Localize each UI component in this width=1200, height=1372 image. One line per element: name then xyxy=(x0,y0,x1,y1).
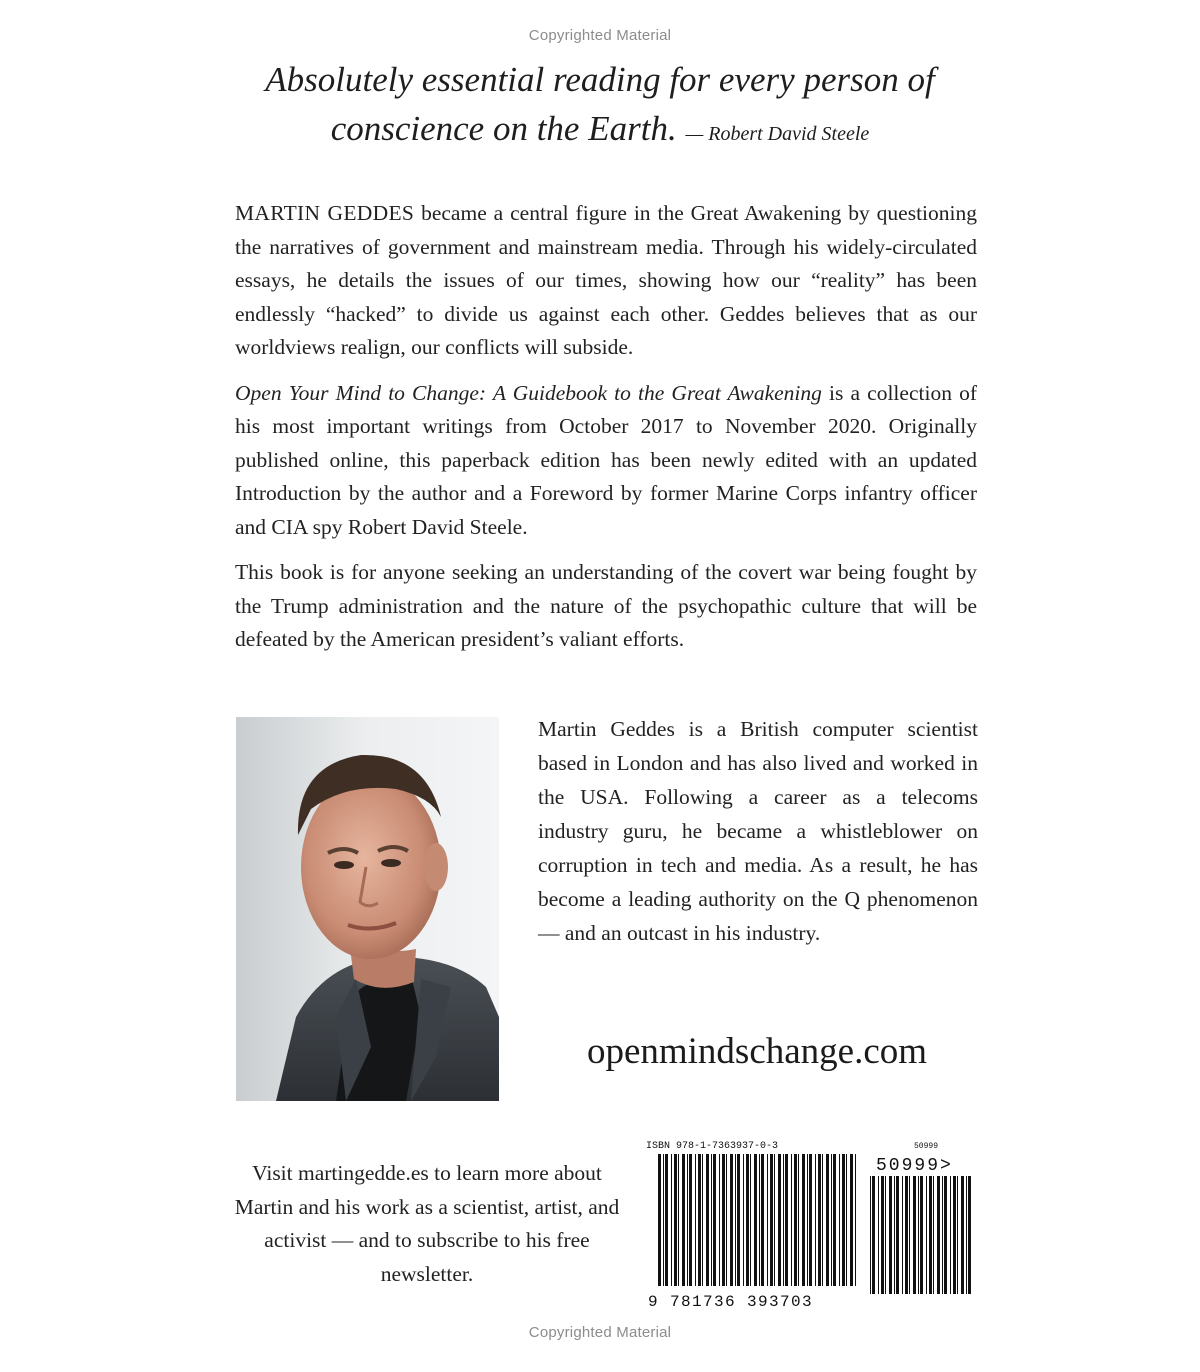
main-barcode-bars xyxy=(658,1154,856,1286)
author-name: MARTIN GEDDES xyxy=(235,201,415,225)
barcode-bar xyxy=(713,1154,716,1286)
visit-website-text: Visit martingedde.es to learn more about Martin and his work as a scientist, artist, and activist — and to subscribe to his free newsletter. xyxy=(234,1161,620,1286)
barcode-bar xyxy=(809,1154,812,1286)
barcode-bar xyxy=(826,1154,829,1286)
website-url: openmindschange.com xyxy=(586,1031,928,1072)
barcode-bar xyxy=(894,1176,895,1294)
book-title: Open Your Mind to Change: A Guidebook to the Great Awakening xyxy=(235,380,822,405)
barcode-bar xyxy=(665,1154,668,1286)
barcode-bar xyxy=(937,1176,940,1294)
quote-text: Absolutely essential reading for every person of conscience on the Earth. xyxy=(265,60,935,148)
barcode-bar xyxy=(722,1154,725,1286)
author-bio: Martin Geddes is a British computer scientist based in London and has also lived and worked in the USA. Following a career as a telecoms industry guru, he became a whistleblower on corruption in tech and media. As a result, he has become a leading authority on the Q phenomenon — and an outcast in his industry. xyxy=(538,717,978,945)
barcode-bar xyxy=(872,1176,875,1294)
barcode-bar xyxy=(896,1176,899,1294)
barcode-bar xyxy=(953,1176,956,1294)
barcode-bar xyxy=(842,1154,845,1286)
barcode-bar xyxy=(706,1154,709,1286)
barcode-bar xyxy=(966,1176,967,1294)
barcode-bar xyxy=(885,1176,886,1294)
description-paragraph-2 xyxy=(235,377,977,545)
barcode-bar xyxy=(759,1154,760,1286)
barcode-bar xyxy=(815,1154,816,1286)
book-description xyxy=(235,197,977,669)
barcode-bar xyxy=(737,1154,740,1286)
barcode-bar xyxy=(807,1154,808,1286)
barcode-bar xyxy=(783,1154,784,1286)
barcode-bar xyxy=(711,1154,712,1286)
barcode-bar xyxy=(702,1154,703,1286)
barcode-bar xyxy=(870,1176,871,1294)
barcode-bar xyxy=(855,1154,856,1286)
price-label: 50999 xyxy=(914,1142,939,1151)
barcode-bar xyxy=(761,1154,764,1286)
barcode-bar xyxy=(942,1176,943,1294)
barcode-bar xyxy=(881,1176,884,1294)
barcode-bar xyxy=(774,1154,775,1286)
description-p1-text: became a central figure in the Great Awakening by questioning the narratives of government and mainstream media. Through his widely-circulated essays, he details the issues of our times, showing how our “reality” has been endlessly “hacked” to divide us against each other. Geddes believes that as our worldviews realign, our conflicts will subside. xyxy=(235,201,977,359)
barcode-bar xyxy=(663,1154,664,1286)
barcode-bar xyxy=(682,1154,685,1286)
quote-attribution: — Robert David Steele xyxy=(685,123,870,145)
copyright-watermark-top: Copyrighted Material xyxy=(528,27,672,44)
barcode-bar xyxy=(950,1176,951,1294)
barcode-bar xyxy=(719,1154,720,1286)
barcode-bar xyxy=(687,1154,688,1286)
barcode-bar xyxy=(929,1176,932,1294)
barcode-bar xyxy=(889,1176,892,1294)
barcode-bar xyxy=(850,1154,853,1286)
barcode-bar xyxy=(839,1154,840,1286)
barcode-bar xyxy=(754,1154,757,1286)
barcode-bar xyxy=(750,1154,751,1286)
barcode-bar xyxy=(689,1154,692,1286)
barcode-bar xyxy=(913,1176,916,1294)
barcode-bar xyxy=(944,1176,947,1294)
barcode-bar xyxy=(794,1154,797,1286)
barcode-bar xyxy=(905,1176,908,1294)
description-p2-text: is a collection of his most important writings from October 2017 to November 2020. Originally published online, this paperback edition has been newly edited with an updated Introduction by the author and a Foreword by former Marine Corps infantry officer and CIA spy Robert David Steele. xyxy=(235,380,977,539)
barcode-bar xyxy=(822,1154,823,1286)
barcode-bar xyxy=(778,1154,781,1286)
barcode-bar xyxy=(918,1176,919,1294)
barcode-bar xyxy=(846,1154,847,1286)
barcode-bar xyxy=(674,1154,677,1286)
barcode-bar xyxy=(920,1176,923,1294)
barcode-bar xyxy=(735,1154,736,1286)
barcode-bar xyxy=(698,1154,701,1286)
isbn-barcode xyxy=(644,1134,978,1314)
barcode-graphic xyxy=(644,1134,978,1314)
barcode-bar xyxy=(785,1154,788,1286)
isbn-label: ISBN 978-1-7363937-0-3 xyxy=(646,1141,779,1152)
barcode-bar xyxy=(726,1154,727,1286)
author-portrait-image xyxy=(236,717,499,1101)
barcode-number: 9 781736 393703 xyxy=(648,1293,814,1311)
barcode-bar xyxy=(770,1154,773,1286)
barcode-bar xyxy=(730,1154,733,1286)
barcode-bar xyxy=(695,1154,696,1286)
barcode-bar xyxy=(818,1154,821,1286)
author-photo xyxy=(236,717,499,1101)
barcode-bar xyxy=(767,1154,768,1286)
barcode-bar xyxy=(798,1154,799,1286)
description-paragraph-3: This book is for anyone seeking an understanding of the covert war being fought by the Trump administration and the nature of the psychopathic culture that will be defeated by the American president’s valiant efforts. xyxy=(235,560,977,651)
copyright-watermark-bottom: Copyrighted Material xyxy=(528,1324,672,1341)
barcode-bar xyxy=(961,1176,964,1294)
barcode-bar xyxy=(968,1176,971,1294)
endorsement-quote xyxy=(200,55,1000,159)
barcode-bar xyxy=(926,1176,927,1294)
barcode-bar xyxy=(791,1154,792,1286)
addon-number: 50999> xyxy=(876,1156,953,1176)
barcode-bar xyxy=(902,1176,903,1294)
description-paragraph-1 xyxy=(235,197,977,365)
barcode-bar xyxy=(833,1154,836,1286)
barcode-bar xyxy=(957,1176,958,1294)
barcode-bar xyxy=(878,1176,879,1294)
barcode-bar xyxy=(909,1176,910,1294)
barcode-bar xyxy=(802,1154,805,1286)
barcode-bar xyxy=(678,1154,679,1286)
barcode-bar xyxy=(658,1154,661,1286)
barcode-bar xyxy=(743,1154,744,1286)
barcode-bar xyxy=(933,1176,934,1294)
barcode-bar xyxy=(831,1154,832,1286)
barcode-bar xyxy=(671,1154,672,1286)
addon-barcode-bars xyxy=(870,1176,971,1294)
barcode-bar xyxy=(746,1154,749,1286)
